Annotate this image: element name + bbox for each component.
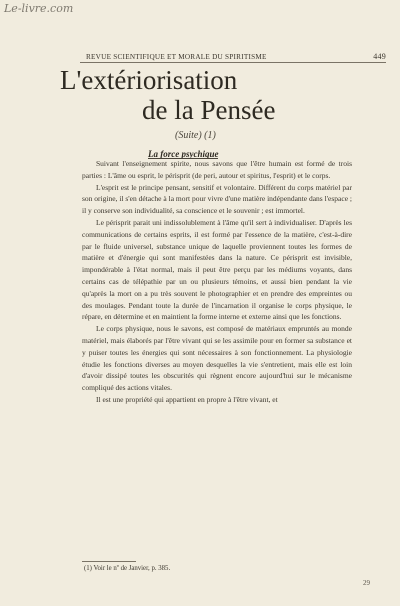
- paragraph: L'esprit est le principe pensant, sensitif et volontaire. Différent du corps matériel par son origine, il s'en détache à la mort pour vivre d'une matière indépendante dans l'espace ; il y conserve son individualité, sa conscience et le souvenir ; est immortel.: [82, 182, 352, 216]
- paragraph: Suivant l'enseignement spirite, nous savons que l'être humain est formé de trois parties : L'âme ou esprit, le périsprit (de peri, autour et spiritus, l'esprit) et le corps.: [82, 159, 352, 180]
- article-title-line-2: de la Pensée: [142, 94, 276, 125]
- running-head: [86, 52, 386, 61]
- footnote-rule: [82, 561, 136, 562]
- paragraph: Le périsprit parait uni indissolublement à l'âme qu'il sert à individualiser. D'après les communications de certains esprits, il est formé par l'essence de la matière, c'est-à-dire par le fluide universel, substance unique de laquelle proviennent toutes les formes de matière et d'énergie qui sont manifestées dans la nature. Ce périsprit est invisible, impondérable à l'état normal, mais il peut être perçu par les médiums voyants, dans certains cas de télépathie par un ou plusieurs témoins, et aussi bien pendant la vie qu'après la mort on a pu très souvent le photographier et en prendre des empreintes ou des moulages. Pendant toute la durée de l'incarnation il organise le corps physique, le répare, en détermine et en maintient la forme interne et externe ainsi que les fonctions.: [82, 217, 352, 322]
- watermark: Le-livre.com: [4, 2, 74, 15]
- article-title-line-1: L'extériorisation: [60, 65, 238, 95]
- page-number: 449: [373, 52, 386, 61]
- section-heading: La force psychique: [148, 149, 219, 159]
- article-subtitle: (Suite) (1): [175, 130, 216, 141]
- paragraph: Il est une propriété qui appartient en propre à l'être vivant, et: [96, 394, 278, 404]
- header-rule: [80, 62, 386, 63]
- article-body: [82, 158, 352, 406]
- running-head-title: REVUE SCIENTIFIQUE ET MORALE DU SPIRITISME: [86, 53, 267, 61]
- signature-mark: 29: [363, 579, 370, 587]
- paragraph: Le corps physique, nous le savons, est composé de matériaux empruntés au monde matériel, mais élaborés par l'être vivant qui se les assimile pour en former sa substance et y puiser toutes les énergies qui sont nécessaires à son fonctionnement. La physiologie étudie les fonctions diverses au moyen desquelles la vie s'entretient, mais elle est loin d'avoir dissipé toutes les obscurités qui règnent encore aujourd'hui sur le mécanisme compliqué des actions vitales.: [82, 324, 352, 393]
- article-title: [60, 66, 360, 125]
- footnote: (1) Voir le nº de Janvier, p. 385.: [84, 565, 171, 572]
